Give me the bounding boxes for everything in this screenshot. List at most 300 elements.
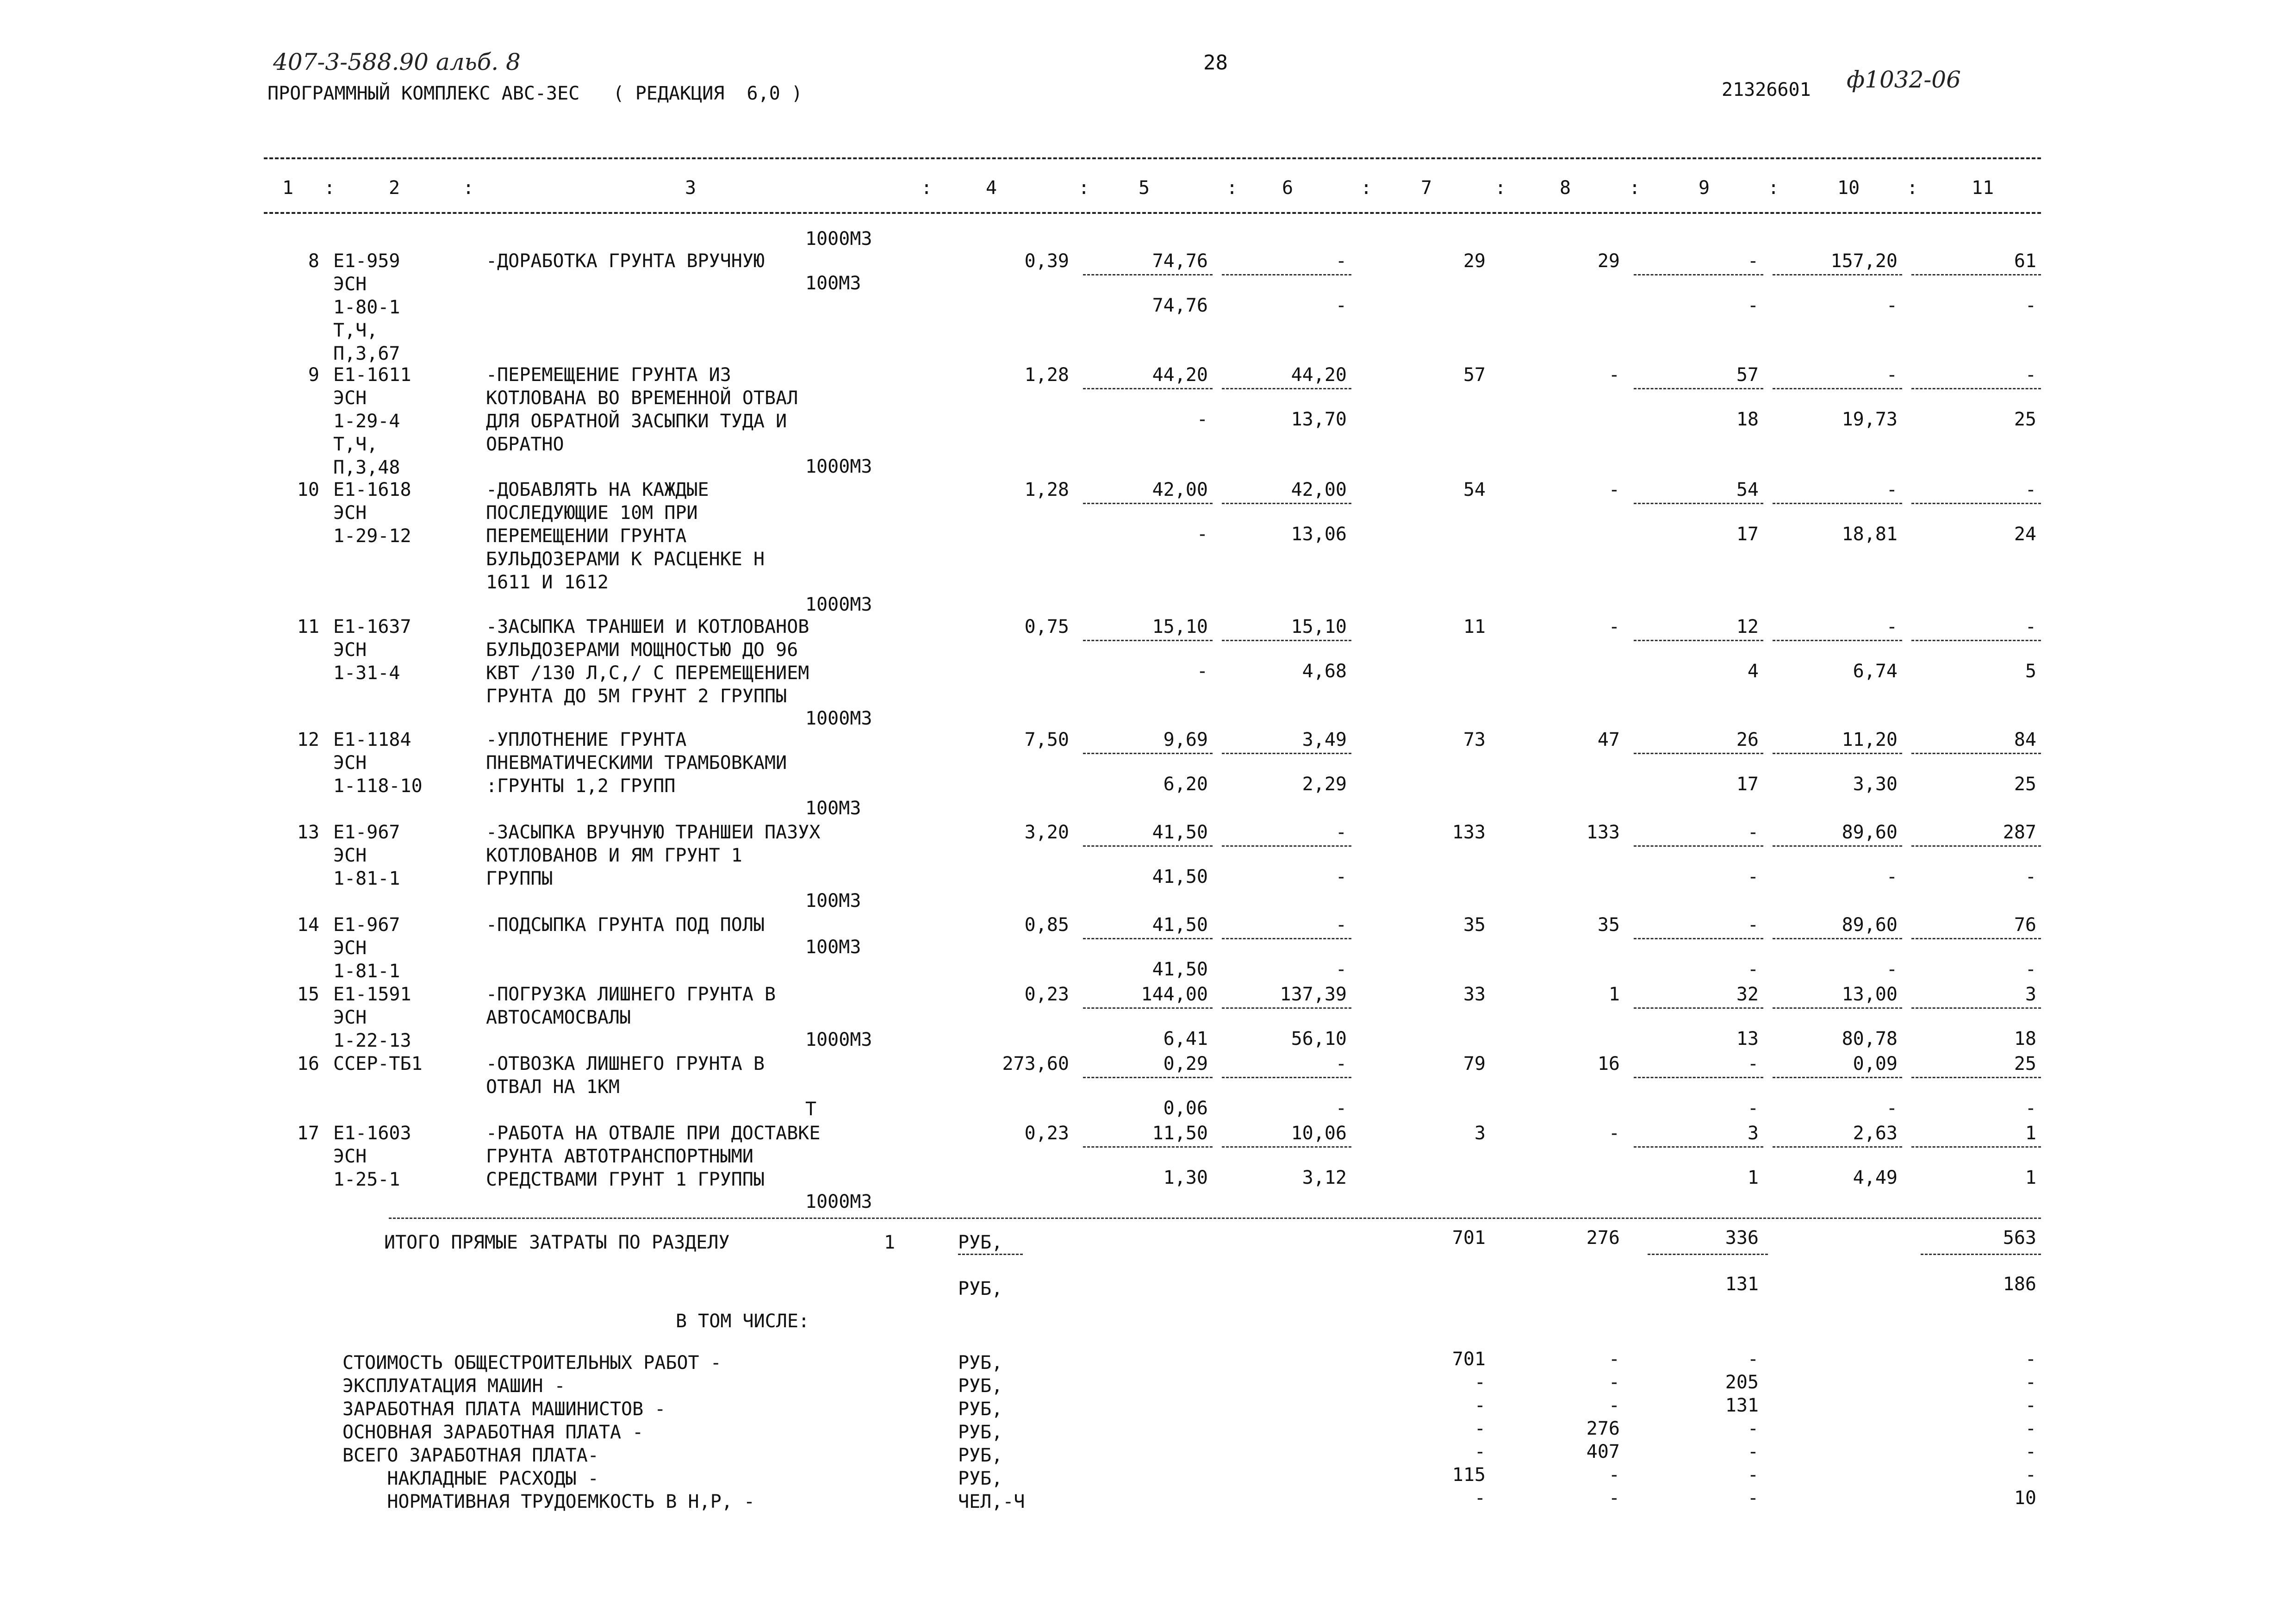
c11-bottom: - xyxy=(2025,1098,2036,1119)
norm-code: 1-29-4 xyxy=(333,411,400,432)
c11-top: - xyxy=(2025,616,2036,637)
c8-value: - xyxy=(1608,364,1620,386)
unit-label: Т xyxy=(805,1099,817,1120)
c11-bottom: - xyxy=(2025,866,2036,887)
norm-code: Е1-1618 xyxy=(333,479,411,500)
column-header-10: 10 xyxy=(1837,177,1860,199)
work-name: СРЕДСТВАМИ ГРУНТ 1 ГРУППЫ xyxy=(486,1169,765,1190)
c9-bottom: 1 xyxy=(1747,1167,1759,1188)
c6-bottom: - xyxy=(1335,1098,1347,1119)
summary-c8: - xyxy=(1608,1395,1620,1416)
quantity: 273,60 xyxy=(1002,1053,1069,1074)
norm-code: Е1-1591 xyxy=(333,984,411,1005)
c8-value: - xyxy=(1608,479,1620,500)
column-header-11: 11 xyxy=(1972,177,1994,199)
cell-divider xyxy=(1222,388,1351,389)
work-name: ДЛЯ ОБРАТНОЙ ЗАСЫПКИ ТУДА И xyxy=(486,411,787,432)
column-separator: : xyxy=(1226,177,1238,199)
c5-bottom: 1,30 xyxy=(1163,1167,1208,1188)
column-header-9: 9 xyxy=(1699,177,1710,199)
c7-value: 3 xyxy=(1474,1123,1486,1144)
c5-bottom: - xyxy=(1196,524,1208,545)
c11-top: 25 xyxy=(2014,1053,2036,1074)
norm-code: Т,Ч, xyxy=(333,434,378,455)
c8-value: 133 xyxy=(1586,822,1620,843)
unit-label: 100М3 xyxy=(805,798,861,819)
summary-c9: 205 xyxy=(1725,1372,1759,1393)
totals-top-rule xyxy=(389,1218,2041,1219)
quantity: 1,28 xyxy=(1024,364,1069,386)
norm-code: 1-81-1 xyxy=(333,868,400,889)
summary-label: СТОИМОСТЬ ОБЩЕСТРОИТЕЛЬНЫХ РАБОТ - xyxy=(342,1352,722,1374)
unit-label: 1000М3 xyxy=(805,708,872,729)
unit-label: 1000М3 xyxy=(805,1191,872,1212)
c11-top: 76 xyxy=(2014,914,2036,936)
totals-c11b: 186 xyxy=(2003,1274,2036,1295)
quantity: 3,20 xyxy=(1024,822,1069,843)
c9-bottom: 4 xyxy=(1747,661,1759,682)
work-name: ГРУППЫ xyxy=(486,868,553,889)
norm-code: Е1-1184 xyxy=(333,729,411,750)
c9-top: - xyxy=(1747,822,1759,843)
c5-bottom: 6,41 xyxy=(1163,1028,1208,1049)
row-number: 12 xyxy=(297,729,319,750)
c6-top: 15,10 xyxy=(1291,616,1347,637)
c7-value: 133 xyxy=(1452,822,1486,843)
summary-unit: РУБ, xyxy=(958,1445,1003,1466)
c6-top: 44,20 xyxy=(1291,364,1347,386)
c6-top: - xyxy=(1335,822,1347,843)
c8-value: - xyxy=(1608,1123,1620,1144)
row-number: 15 xyxy=(297,984,319,1005)
summary-c11: - xyxy=(2025,1441,2036,1462)
cell-divider xyxy=(1773,274,1902,275)
cell-divider xyxy=(1773,1146,1902,1148)
header-bottom-rule xyxy=(264,212,2041,214)
c11-top: 3 xyxy=(2025,984,2036,1005)
unit-label: 100М3 xyxy=(805,890,861,912)
cell-divider xyxy=(1634,938,1763,939)
column-separator: : xyxy=(1361,177,1372,199)
c10-bottom: - xyxy=(1886,959,1898,980)
column-header-2: 2 xyxy=(389,177,400,199)
work-name: -ПОДСЫПКА ГРУНТА ПОД ПОЛЫ xyxy=(486,914,765,936)
cell-divider xyxy=(1773,640,1902,641)
work-name: -РАБОТА НА ОТВАЛЕ ПРИ ДОСТАВКЕ xyxy=(486,1123,821,1144)
c5-top: 15,10 xyxy=(1152,616,1208,637)
cell-divider xyxy=(1634,1007,1763,1009)
summary-c8: 276 xyxy=(1586,1418,1620,1439)
c11-bottom: - xyxy=(2025,295,2036,316)
c10-top: 157,20 xyxy=(1830,250,1898,272)
work-name: -ЗАСЫПКА ВРУЧНУЮ ТРАНШЕИ ПАЗУХ xyxy=(486,822,821,843)
c7-value: 33 xyxy=(1463,984,1486,1005)
c5-top: 11,50 xyxy=(1152,1123,1208,1144)
c5-top: 41,50 xyxy=(1152,914,1208,936)
column-separator: : xyxy=(1078,177,1090,199)
c5-top: 144,00 xyxy=(1141,984,1208,1005)
work-name: ПОСЛЕДУЮЩИЕ 10М ПРИ xyxy=(486,502,698,524)
c5-top: 9,69 xyxy=(1163,729,1208,750)
c9-top: - xyxy=(1747,1053,1759,1074)
c9-top: 32 xyxy=(1736,984,1759,1005)
norm-code: 1-80-1 xyxy=(333,297,400,318)
cell-divider xyxy=(1222,753,1351,754)
program-title: ПРОГРАММНЫЙ КОМПЛЕКС АВС-ЗЕС ( РЕДАКЦИЯ 6,0 ) xyxy=(268,83,803,104)
cell-divider xyxy=(1773,503,1902,504)
summary-c9: - xyxy=(1747,1487,1759,1509)
column-header-8: 8 xyxy=(1560,177,1571,199)
norm-code: ЭСН xyxy=(333,752,367,774)
c8-value: 29 xyxy=(1597,250,1620,272)
cell-divider xyxy=(1222,640,1351,641)
summary-c9: - xyxy=(1747,1441,1759,1462)
c11-bottom: 1 xyxy=(2025,1167,2036,1188)
summary-unit: ЧЕЛ,-Ч xyxy=(958,1491,1025,1512)
handwritten-code: ф1032-06 xyxy=(1847,66,1961,93)
summary-unit: РУБ, xyxy=(958,1352,1003,1374)
summary-c8: - xyxy=(1608,1372,1620,1393)
summary-c9: - xyxy=(1747,1464,1759,1486)
summary-c8: 407 xyxy=(1586,1441,1620,1462)
column-separator: : xyxy=(324,177,336,199)
c5-bottom: - xyxy=(1196,409,1208,430)
c10-top: 0,09 xyxy=(1853,1053,1898,1074)
c9-top: - xyxy=(1747,250,1759,272)
row-number: 9 xyxy=(308,364,319,386)
work-name: БУЛЬДОЗЕРАМИ МОЩНОСТЬЮ ДО 96 xyxy=(486,639,798,661)
norm-code: П,3,67 xyxy=(333,343,400,364)
norm-code: 1-25-1 xyxy=(333,1169,400,1190)
c7-value: 29 xyxy=(1463,250,1486,272)
c5-top: 41,50 xyxy=(1152,822,1208,843)
cell-divider xyxy=(1222,1077,1351,1078)
c10-bottom: 18,81 xyxy=(1842,524,1898,545)
cell-divider xyxy=(1634,845,1763,847)
work-name: -ОТВОЗКА ЛИШНЕГО ГРУНТА В xyxy=(486,1053,765,1074)
c6-bottom: - xyxy=(1335,295,1347,316)
summary-label: ЭКСПЛУАТАЦИЯ МАШИН - xyxy=(342,1375,566,1397)
column-separator: : xyxy=(1629,177,1641,199)
quantity: 7,50 xyxy=(1024,729,1069,750)
norm-code: Е1-967 xyxy=(333,914,400,936)
cell-divider xyxy=(1222,845,1351,847)
totals-divider xyxy=(1921,1254,2041,1255)
summary-unit: РУБ, xyxy=(958,1375,1003,1397)
cell-divider xyxy=(1773,388,1902,389)
c8-value: 16 xyxy=(1597,1053,1620,1074)
c8-value: - xyxy=(1608,616,1620,637)
cell-divider xyxy=(1634,1077,1763,1078)
c10-bottom: 80,78 xyxy=(1842,1028,1898,1049)
row-number: 11 xyxy=(297,616,319,637)
work-name: АВТОСАМОСВАЛЫ xyxy=(486,1007,631,1028)
summary-c7: - xyxy=(1474,1372,1486,1393)
work-name: ГРУНТА АВТОТРАНСПОРТНЫМИ xyxy=(486,1146,753,1167)
quantity: 0,85 xyxy=(1024,914,1069,936)
cell-divider xyxy=(1911,503,2041,504)
quantity: 1,28 xyxy=(1024,479,1069,500)
quantity: 0,23 xyxy=(1024,1123,1069,1144)
c11-top: 287 xyxy=(2003,822,2036,843)
c6-bottom: 13,70 xyxy=(1291,409,1347,430)
c10-bottom: - xyxy=(1886,295,1898,316)
cell-divider xyxy=(1083,1007,1213,1009)
c11-bottom: 18 xyxy=(2014,1028,2036,1049)
c7-value: 57 xyxy=(1463,364,1486,386)
including-label: В ТОМ ЧИСЛЕ: xyxy=(676,1311,809,1332)
row-number: 8 xyxy=(308,250,319,272)
header-top-rule xyxy=(264,157,2041,159)
c9-top: 12 xyxy=(1736,616,1759,637)
c9-top: - xyxy=(1747,914,1759,936)
quantity: 0,39 xyxy=(1024,250,1069,272)
totals-label: ИТОГО ПРЯМЫЕ ЗАТРАТЫ ПО РАЗДЕЛУ xyxy=(384,1232,730,1253)
totals-unit: РУБ, xyxy=(958,1232,1003,1253)
norm-code: Е1-1637 xyxy=(333,616,411,637)
cell-divider xyxy=(1911,274,2041,275)
c8-value: 1 xyxy=(1608,984,1620,1005)
cell-divider xyxy=(1083,388,1213,389)
norm-code: ЭСН xyxy=(333,1007,367,1028)
c6-bottom: 3,12 xyxy=(1302,1167,1347,1188)
work-name: :ГРУНТЫ 1,2 ГРУПП xyxy=(486,775,676,797)
c6-top: - xyxy=(1335,250,1347,272)
summary-c7: - xyxy=(1474,1395,1486,1416)
unit-label: 1000М3 xyxy=(805,456,872,477)
summary-c9: - xyxy=(1747,1349,1759,1370)
cell-divider xyxy=(1911,938,2041,939)
totals-c9b: 131 xyxy=(1725,1274,1759,1295)
c6-top: 10,06 xyxy=(1291,1123,1347,1144)
c9-bottom: - xyxy=(1747,866,1759,887)
work-name: ПЕРЕМЕЩЕНИИ ГРУНТА xyxy=(486,525,687,547)
c9-top: 3 xyxy=(1747,1123,1759,1144)
row-number: 10 xyxy=(297,479,319,500)
work-name: -ПОГРУЗКА ЛИШНЕГО ГРУНТА В xyxy=(486,984,776,1005)
totals-c8: 276 xyxy=(1586,1227,1620,1249)
summary-c11: - xyxy=(2025,1418,2036,1439)
totals-unit: РУБ, xyxy=(958,1278,1003,1299)
c5-bottom: 6,20 xyxy=(1163,774,1208,795)
c6-bottom: 2,29 xyxy=(1302,774,1347,795)
c6-bottom: - xyxy=(1335,866,1347,887)
summary-label: НАКЛАДНЫЕ РАСХОДЫ - xyxy=(342,1468,599,1489)
c9-top: 57 xyxy=(1736,364,1759,386)
summary-c8: - xyxy=(1608,1349,1620,1370)
row-number: 17 xyxy=(297,1123,319,1144)
c5-top: 0,29 xyxy=(1163,1053,1208,1074)
norm-code: 1-31-4 xyxy=(333,662,400,684)
work-name: -ЗАСЫПКА ТРАНШЕИ И КОТЛОВАНОВ xyxy=(486,616,809,637)
totals-c11: 563 xyxy=(2003,1227,2036,1249)
c11-bottom: 5 xyxy=(2025,661,2036,682)
c6-top: - xyxy=(1335,1053,1347,1074)
column-separator: : xyxy=(1768,177,1780,199)
work-name: 1611 И 1612 xyxy=(486,572,609,593)
c7-value: 54 xyxy=(1463,479,1486,500)
column-header-6: 6 xyxy=(1282,177,1294,199)
c11-top: 61 xyxy=(2014,250,2036,272)
summary-c11: - xyxy=(2025,1395,2036,1416)
c5-bottom: 0,06 xyxy=(1163,1098,1208,1119)
c6-bottom: 4,68 xyxy=(1302,661,1347,682)
column-separator: : xyxy=(463,177,474,199)
summary-c11: - xyxy=(2025,1464,2036,1486)
norm-code: Е1-959 xyxy=(333,250,400,272)
summary-label: ОСНОВНАЯ ЗАРАБОТНАЯ ПЛАТА - xyxy=(342,1422,644,1443)
norm-code: 1-22-13 xyxy=(333,1030,411,1051)
column-separator: : xyxy=(1495,177,1506,199)
c9-bottom: 13 xyxy=(1736,1028,1759,1049)
norm-code: Т,Ч, xyxy=(333,320,378,341)
summary-c11: - xyxy=(2025,1372,2036,1393)
cell-divider xyxy=(1911,1146,2041,1148)
c9-bottom: - xyxy=(1747,295,1759,316)
c6-top: 137,39 xyxy=(1280,984,1347,1005)
c7-value: 79 xyxy=(1463,1053,1486,1074)
norm-code: ЭСН xyxy=(333,845,367,866)
cell-divider xyxy=(1083,640,1213,641)
c9-bottom: 17 xyxy=(1736,524,1759,545)
summary-c9: 131 xyxy=(1725,1395,1759,1416)
c5-bottom: 41,50 xyxy=(1152,959,1208,980)
cell-divider xyxy=(1222,274,1351,275)
c7-value: 11 xyxy=(1463,616,1486,637)
summary-c8: - xyxy=(1608,1464,1620,1486)
summary-c7: 115 xyxy=(1452,1464,1486,1486)
column-header-1: 1 xyxy=(282,177,294,199)
summary-c11: - xyxy=(2025,1349,2036,1370)
cell-divider xyxy=(1773,938,1902,939)
summary-c7: - xyxy=(1474,1487,1486,1509)
summary-c7: - xyxy=(1474,1441,1486,1462)
column-separator: : xyxy=(921,177,933,199)
norm-code: ЭСН xyxy=(333,274,367,295)
c11-bottom: - xyxy=(2025,959,2036,980)
quantity: 0,23 xyxy=(1024,984,1069,1005)
summary-unit: РУБ, xyxy=(958,1399,1003,1420)
cell-divider xyxy=(1083,1077,1213,1078)
c10-top: - xyxy=(1886,364,1898,386)
summary-label: ЗАРАБОТНАЯ ПЛАТА МАШИНИСТОВ - xyxy=(342,1399,666,1420)
norm-code: ЭСН xyxy=(333,502,367,524)
cell-divider xyxy=(1773,753,1902,754)
row-number: 16 xyxy=(297,1053,319,1074)
totals-divider xyxy=(958,1254,1023,1255)
work-name: ПНЕВМАТИЧЕСКИМИ ТРАМБОВКАМИ xyxy=(486,752,787,774)
summary-c9: - xyxy=(1747,1418,1759,1439)
c6-top: 42,00 xyxy=(1291,479,1347,500)
c6-bottom: 56,10 xyxy=(1291,1028,1347,1049)
cell-divider xyxy=(1222,1007,1351,1009)
c5-bottom: 74,76 xyxy=(1152,295,1208,316)
unit-label: 1000М3 xyxy=(805,1029,872,1050)
c6-top: - xyxy=(1335,914,1347,936)
c11-top: 84 xyxy=(2014,729,2036,750)
quantity: 0,75 xyxy=(1024,616,1069,637)
cell-divider xyxy=(1911,753,2041,754)
totals-c7: 701 xyxy=(1452,1227,1486,1249)
norm-code: ССЕР-ТБ1 xyxy=(333,1053,423,1074)
totals-divider xyxy=(1648,1254,1768,1255)
column-header-3: 3 xyxy=(685,177,697,199)
c10-top: - xyxy=(1886,479,1898,500)
work-name: -ДОРАБОТКА ГРУНТА ВРУЧНУЮ xyxy=(486,250,765,272)
c11-bottom: 25 xyxy=(2014,774,2036,795)
c9-bottom: - xyxy=(1747,1098,1759,1119)
norm-code: ЭСН xyxy=(333,1146,367,1167)
summary-unit: РУБ, xyxy=(958,1468,1003,1489)
c5-top: 44,20 xyxy=(1152,364,1208,386)
c9-bottom: 17 xyxy=(1736,774,1759,795)
c9-top: 54 xyxy=(1736,479,1759,500)
c7-value: 35 xyxy=(1463,914,1486,936)
norm-code: П,3,48 xyxy=(333,457,400,478)
c6-bottom: 13,06 xyxy=(1291,524,1347,545)
cell-divider xyxy=(1222,938,1351,939)
summary-unit: РУБ, xyxy=(958,1422,1003,1443)
c9-top: 26 xyxy=(1736,729,1759,750)
c5-top: 74,76 xyxy=(1152,250,1208,272)
summary-label: ВСЕГО ЗАРАБОТНАЯ ПЛАТА- xyxy=(342,1445,599,1466)
norm-code: ЭСН xyxy=(333,639,367,661)
c10-top: 11,20 xyxy=(1842,729,1898,750)
c10-bottom: - xyxy=(1886,866,1898,887)
row-number: 14 xyxy=(297,914,319,936)
c10-bottom: 19,73 xyxy=(1842,409,1898,430)
summary-c11: 10 xyxy=(2014,1487,2036,1509)
cell-divider xyxy=(1634,753,1763,754)
cell-divider xyxy=(1634,640,1763,641)
cell-divider xyxy=(1222,1146,1351,1148)
c5-top: 42,00 xyxy=(1152,479,1208,500)
work-name: ГРУНТА ДО 5М ГРУНТ 2 ГРУППЫ xyxy=(486,686,787,707)
c10-bottom: 6,74 xyxy=(1853,661,1898,682)
column-separator: : xyxy=(1907,177,1918,199)
cell-divider xyxy=(1634,274,1763,275)
c10-bottom: 3,30 xyxy=(1853,774,1898,795)
cell-divider xyxy=(1911,845,2041,847)
column-header-7: 7 xyxy=(1421,177,1432,199)
c10-top: - xyxy=(1886,616,1898,637)
cell-divider xyxy=(1634,503,1763,504)
cell-divider xyxy=(1911,388,2041,389)
cell-divider xyxy=(1773,845,1902,847)
c9-bottom: 18 xyxy=(1736,409,1759,430)
norm-code: ЭСН xyxy=(333,937,367,959)
cell-divider xyxy=(1911,1007,2041,1009)
c10-top: 89,60 xyxy=(1842,822,1898,843)
page-number: 28 xyxy=(1203,51,1228,75)
norm-code: Е1-1611 xyxy=(333,364,411,386)
cell-divider xyxy=(1634,1146,1763,1148)
unit-label: 1000М3 xyxy=(805,228,872,250)
work-name: КОТЛОВАНОВ И ЯМ ГРУНТ 1 xyxy=(486,845,742,866)
work-name: КОТЛОВАНА ВО ВРЕМЕННОЙ ОТВАЛ xyxy=(486,387,798,409)
cell-divider xyxy=(1083,1146,1213,1148)
unit-label: 100М3 xyxy=(805,937,861,958)
norm-code: 1-118-10 xyxy=(333,775,423,797)
work-name: -ДОБАВЛЯТЬ НА КАЖДЫЕ xyxy=(486,479,709,500)
handwritten-doc-ref: 407-3-588.90 альб. 8 xyxy=(273,49,521,75)
c11-top: 1 xyxy=(2025,1123,2036,1144)
summary-c7: - xyxy=(1474,1418,1486,1439)
norm-code: Е1-1603 xyxy=(333,1123,411,1144)
norm-code: 1-29-12 xyxy=(333,525,411,547)
work-name: ОТВАЛ НА 1КМ xyxy=(486,1076,620,1098)
c11-bottom: 24 xyxy=(2014,524,2036,545)
